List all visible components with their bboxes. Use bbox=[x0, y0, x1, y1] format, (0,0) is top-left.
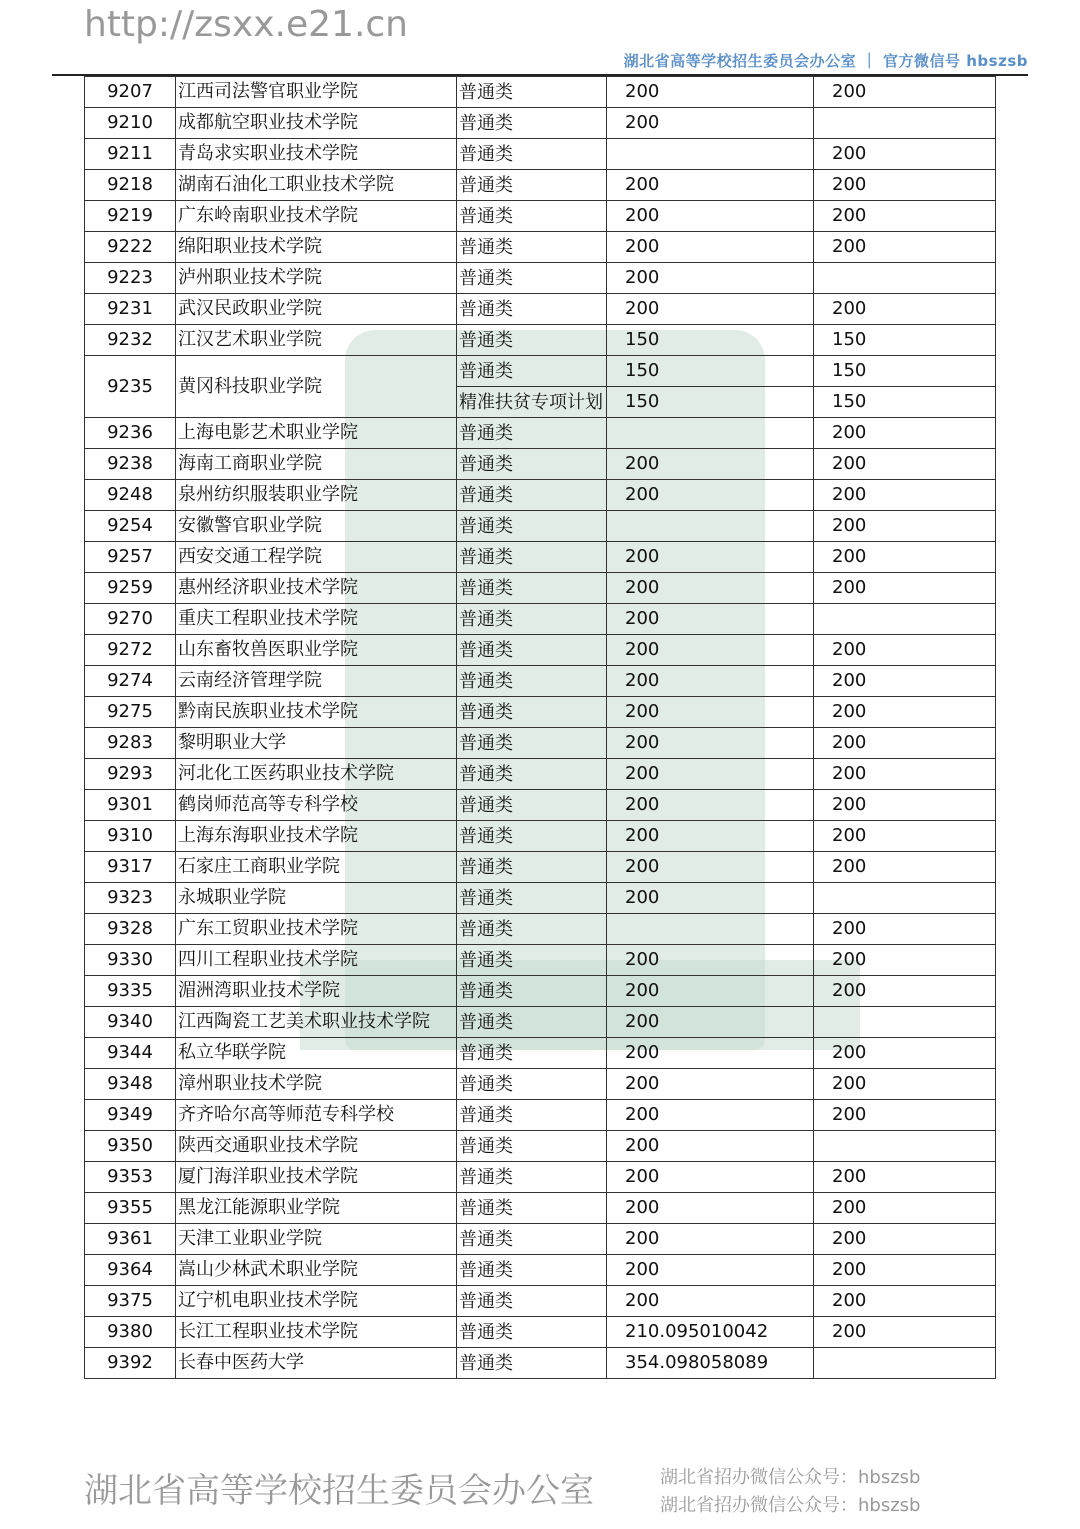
table-row bbox=[85, 356, 996, 387]
table-row bbox=[85, 852, 996, 883]
school-name: 西安交通工程学院 bbox=[176, 542, 457, 573]
score-b: 200 bbox=[814, 77, 996, 108]
score-b: 200 bbox=[814, 511, 996, 542]
score-a: 200 bbox=[607, 1038, 814, 1069]
table-row bbox=[85, 1193, 996, 1224]
school-code: 9392 bbox=[85, 1348, 176, 1379]
score-b: 200 bbox=[814, 1069, 996, 1100]
plan-type: 普通类 bbox=[457, 232, 607, 263]
score-a: 354.098058089 bbox=[607, 1348, 814, 1379]
school-code: 9218 bbox=[85, 170, 176, 201]
score-b: 200 bbox=[814, 139, 996, 170]
school-code: 9257 bbox=[85, 542, 176, 573]
plan-type: 普通类 bbox=[457, 77, 607, 108]
score-a bbox=[607, 418, 814, 449]
score-b: 200 bbox=[814, 1038, 996, 1069]
score-a: 200 bbox=[607, 170, 814, 201]
score-b: 200 bbox=[814, 728, 996, 759]
table-row bbox=[85, 480, 996, 511]
score-a: 200 bbox=[607, 294, 814, 325]
admission-table bbox=[84, 76, 996, 1379]
score-b: 200 bbox=[814, 914, 996, 945]
school-code: 9232 bbox=[85, 325, 176, 356]
plan-type: 普通类 bbox=[457, 170, 607, 201]
school-code: 9238 bbox=[85, 449, 176, 480]
school-name: 广东工贸职业技术学院 bbox=[176, 914, 457, 945]
school-code: 9235 bbox=[85, 356, 176, 418]
score-b: 200 bbox=[814, 1193, 996, 1224]
table-row bbox=[85, 883, 996, 914]
score-b: 200 bbox=[814, 170, 996, 201]
school-name: 泸州职业技术学院 bbox=[176, 263, 457, 294]
score-b: 200 bbox=[814, 1224, 996, 1255]
table-row bbox=[85, 759, 996, 790]
plan-type: 普通类 bbox=[457, 883, 607, 914]
score-b: 200 bbox=[814, 1255, 996, 1286]
school-code: 9236 bbox=[85, 418, 176, 449]
score-a: 200 bbox=[607, 1193, 814, 1224]
score-b: 200 bbox=[814, 635, 996, 666]
school-code: 9380 bbox=[85, 1317, 176, 1348]
school-code: 9248 bbox=[85, 480, 176, 511]
table-row bbox=[85, 232, 996, 263]
plan-type: 普通类 bbox=[457, 449, 607, 480]
school-code: 9270 bbox=[85, 604, 176, 635]
table-row bbox=[85, 1038, 996, 1069]
school-code: 9293 bbox=[85, 759, 176, 790]
school-name: 江西陶瓷工艺美术职业技术学院 bbox=[176, 1007, 457, 1038]
score-a: 200 bbox=[607, 573, 814, 604]
school-name: 海南工商职业学院 bbox=[176, 449, 457, 480]
score-a: 200 bbox=[607, 1255, 814, 1286]
plan-type: 普通类 bbox=[457, 666, 607, 697]
school-code: 9355 bbox=[85, 1193, 176, 1224]
school-code: 9364 bbox=[85, 1255, 176, 1286]
school-name: 鹤岗师范高等专科学校 bbox=[176, 790, 457, 821]
school-name: 辽宁机电职业技术学院 bbox=[176, 1286, 457, 1317]
school-code: 9219 bbox=[85, 201, 176, 232]
school-name: 黔南民族职业技术学院 bbox=[176, 697, 457, 728]
score-b: 200 bbox=[814, 418, 996, 449]
score-a: 200 bbox=[607, 635, 814, 666]
watermark-text: 湖北省高等学校招生委员会办公室 bbox=[84, 1471, 594, 1511]
score-a: 200 bbox=[607, 1100, 814, 1131]
score-b: 200 bbox=[814, 790, 996, 821]
plan-type: 普通类 bbox=[457, 1162, 607, 1193]
table-row bbox=[85, 170, 996, 201]
score-a: 200 bbox=[607, 263, 814, 294]
table-row bbox=[85, 697, 996, 728]
table-row bbox=[85, 1224, 996, 1255]
plan-type: 普通类 bbox=[457, 1038, 607, 1069]
table-row bbox=[85, 1286, 996, 1317]
school-code: 9272 bbox=[85, 635, 176, 666]
score-a bbox=[607, 511, 814, 542]
school-code: 9344 bbox=[85, 1038, 176, 1069]
score-b: 200 bbox=[814, 573, 996, 604]
score-b bbox=[814, 883, 996, 914]
school-name: 成都航空职业技术学院 bbox=[176, 108, 457, 139]
score-a: 200 bbox=[607, 1069, 814, 1100]
school-name: 齐齐哈尔高等师范专科学校 bbox=[176, 1100, 457, 1131]
score-a: 150 bbox=[607, 325, 814, 356]
score-a: 200 bbox=[607, 232, 814, 263]
plan-type: 普通类 bbox=[457, 1224, 607, 1255]
table-row bbox=[85, 1131, 996, 1162]
plan-type: 普通类 bbox=[457, 139, 607, 170]
school-name: 四川工程职业技术学院 bbox=[176, 945, 457, 976]
score-a: 200 bbox=[607, 883, 814, 914]
score-a: 200 bbox=[607, 728, 814, 759]
school-name: 厦门海洋职业技术学院 bbox=[176, 1162, 457, 1193]
plan-type: 普通类 bbox=[457, 1255, 607, 1286]
table-row bbox=[85, 1317, 996, 1348]
table-row bbox=[85, 1348, 996, 1379]
score-a bbox=[607, 139, 814, 170]
school-code: 9335 bbox=[85, 976, 176, 1007]
score-b: 150 bbox=[814, 325, 996, 356]
plan-type: 普通类 bbox=[457, 325, 607, 356]
school-name: 天津工业职业学院 bbox=[176, 1224, 457, 1255]
plan-type: 普通类 bbox=[457, 573, 607, 604]
score-b: 150 bbox=[814, 356, 996, 387]
plan-type: 普通类 bbox=[457, 728, 607, 759]
score-b: 200 bbox=[814, 976, 996, 1007]
plan-type: 普通类 bbox=[457, 1317, 607, 1348]
school-name: 长春中医药大学 bbox=[176, 1348, 457, 1379]
table-row bbox=[85, 604, 996, 635]
score-a: 200 bbox=[607, 666, 814, 697]
score-b: 200 bbox=[814, 542, 996, 573]
school-name: 山东畜牧兽医职业学院 bbox=[176, 635, 457, 666]
school-name: 永城职业学院 bbox=[176, 883, 457, 914]
score-a: 200 bbox=[607, 790, 814, 821]
school-code: 9223 bbox=[85, 263, 176, 294]
school-code: 9210 bbox=[85, 108, 176, 139]
school-name: 湄洲湾职业技术学院 bbox=[176, 976, 457, 1007]
school-code: 9310 bbox=[85, 821, 176, 852]
score-a: 200 bbox=[607, 108, 814, 139]
table-row bbox=[85, 666, 996, 697]
score-b: 200 bbox=[814, 480, 996, 511]
score-a: 200 bbox=[607, 1007, 814, 1038]
score-b: 200 bbox=[814, 449, 996, 480]
plan-type: 普通类 bbox=[457, 1348, 607, 1379]
plan-type: 普通类 bbox=[457, 697, 607, 728]
school-name: 漳州职业技术学院 bbox=[176, 1069, 457, 1100]
score-a: 200 bbox=[607, 976, 814, 1007]
score-a: 200 bbox=[607, 852, 814, 883]
school-code: 9259 bbox=[85, 573, 176, 604]
table-row bbox=[85, 1069, 996, 1100]
plan-type: 普通类 bbox=[457, 263, 607, 294]
school-code: 9222 bbox=[85, 232, 176, 263]
school-code: 9328 bbox=[85, 914, 176, 945]
table-row bbox=[85, 418, 996, 449]
watermark-text: 湖北省招办微信公众号：hbszsb bbox=[660, 1467, 921, 1488]
plan-type: 普通类 bbox=[457, 1193, 607, 1224]
score-b: 200 bbox=[814, 1162, 996, 1193]
score-a: 200 bbox=[607, 449, 814, 480]
plan-type: 普通类 bbox=[457, 511, 607, 542]
score-b: 200 bbox=[814, 1100, 996, 1131]
school-code: 9340 bbox=[85, 1007, 176, 1038]
school-code: 9323 bbox=[85, 883, 176, 914]
school-name: 云南经济管理学院 bbox=[176, 666, 457, 697]
plan-type: 普通类 bbox=[457, 108, 607, 139]
score-b: 150 bbox=[814, 387, 996, 418]
score-a: 200 bbox=[607, 480, 814, 511]
plan-type: 普通类 bbox=[457, 635, 607, 666]
table-row bbox=[85, 511, 996, 542]
table-row bbox=[85, 821, 996, 852]
school-name: 安徽警官职业学院 bbox=[176, 511, 457, 542]
table-row bbox=[85, 914, 996, 945]
score-b: 200 bbox=[814, 759, 996, 790]
school-code: 9301 bbox=[85, 790, 176, 821]
table-row bbox=[85, 1255, 996, 1286]
school-name: 江汉艺术职业学院 bbox=[176, 325, 457, 356]
watermark-text: http://zsxx.e21.cn bbox=[84, 4, 408, 45]
school-name: 广东岭南职业技术学院 bbox=[176, 201, 457, 232]
table-row bbox=[85, 635, 996, 666]
score-a: 200 bbox=[607, 1131, 814, 1162]
school-code: 9211 bbox=[85, 139, 176, 170]
school-name: 泉州纺织服装职业学院 bbox=[176, 480, 457, 511]
school-code: 9350 bbox=[85, 1131, 176, 1162]
school-code: 9330 bbox=[85, 945, 176, 976]
plan-type: 普通类 bbox=[457, 480, 607, 511]
score-b: 200 bbox=[814, 232, 996, 263]
table-row bbox=[85, 263, 996, 294]
plan-type: 普通类 bbox=[457, 976, 607, 1007]
table-row bbox=[85, 77, 996, 108]
watermark-text: 湖北省招办微信公众号：hbszsb bbox=[660, 1495, 921, 1516]
table-row bbox=[85, 542, 996, 573]
plan-type: 普通类 bbox=[457, 821, 607, 852]
school-name: 江西司法警官职业学院 bbox=[176, 77, 457, 108]
table-row bbox=[85, 449, 996, 480]
school-name: 上海电影艺术职业学院 bbox=[176, 418, 457, 449]
school-code: 9361 bbox=[85, 1224, 176, 1255]
score-b: 200 bbox=[814, 945, 996, 976]
score-b: 200 bbox=[814, 294, 996, 325]
score-a: 200 bbox=[607, 821, 814, 852]
school-name: 私立华联学院 bbox=[176, 1038, 457, 1069]
plan-type: 普通类 bbox=[457, 542, 607, 573]
score-a: 150 bbox=[607, 387, 814, 418]
school-code: 9349 bbox=[85, 1100, 176, 1131]
plan-type: 普通类 bbox=[457, 790, 607, 821]
school-name: 河北化工医药职业技术学院 bbox=[176, 759, 457, 790]
plan-type: 普通类 bbox=[457, 604, 607, 635]
score-a: 200 bbox=[607, 1286, 814, 1317]
score-b bbox=[814, 604, 996, 635]
plan-type: 普通类 bbox=[457, 1007, 607, 1038]
score-b: 200 bbox=[814, 1317, 996, 1348]
score-b bbox=[814, 1348, 996, 1379]
plan-type: 普通类 bbox=[457, 294, 607, 325]
score-a bbox=[607, 914, 814, 945]
table-row bbox=[85, 1007, 996, 1038]
score-b bbox=[814, 263, 996, 294]
table-row bbox=[85, 790, 996, 821]
school-name: 嵩山少林武术职业学院 bbox=[176, 1255, 457, 1286]
score-a: 200 bbox=[607, 1162, 814, 1193]
table-row bbox=[85, 108, 996, 139]
school-name: 石家庄工商职业学院 bbox=[176, 852, 457, 883]
school-name: 武汉民政职业学院 bbox=[176, 294, 457, 325]
school-name: 惠州经济职业技术学院 bbox=[176, 573, 457, 604]
score-b: 200 bbox=[814, 666, 996, 697]
school-name: 陕西交通职业技术学院 bbox=[176, 1131, 457, 1162]
score-b: 200 bbox=[814, 1286, 996, 1317]
school-name: 绵阳职业技术学院 bbox=[176, 232, 457, 263]
school-name: 青岛求实职业技术学院 bbox=[176, 139, 457, 170]
score-a: 200 bbox=[607, 201, 814, 232]
school-name: 黎明职业大学 bbox=[176, 728, 457, 759]
school-code: 9348 bbox=[85, 1069, 176, 1100]
school-code: 9375 bbox=[85, 1286, 176, 1317]
score-a: 200 bbox=[607, 604, 814, 635]
school-name: 黑龙江能源职业学院 bbox=[176, 1193, 457, 1224]
school-name: 湖南石油化工职业技术学院 bbox=[176, 170, 457, 201]
score-b: 200 bbox=[814, 852, 996, 883]
plan-type: 精准扶贫专项计划 bbox=[457, 387, 607, 418]
school-code: 9283 bbox=[85, 728, 176, 759]
plan-type: 普通类 bbox=[457, 201, 607, 232]
score-b bbox=[814, 108, 996, 139]
plan-type: 普通类 bbox=[457, 945, 607, 976]
score-a: 200 bbox=[607, 542, 814, 573]
score-a: 200 bbox=[607, 697, 814, 728]
school-code: 9274 bbox=[85, 666, 176, 697]
score-a: 200 bbox=[607, 77, 814, 108]
table-row bbox=[85, 1100, 996, 1131]
plan-type: 普通类 bbox=[457, 852, 607, 883]
table-row bbox=[85, 294, 996, 325]
table-row bbox=[85, 728, 996, 759]
table-row bbox=[85, 976, 996, 1007]
plan-type: 普通类 bbox=[457, 1131, 607, 1162]
page-header: 湖北省高等学校招生委员会办公室 ｜ 官方微信号 hbszsb bbox=[623, 52, 1028, 70]
school-code: 9231 bbox=[85, 294, 176, 325]
table-row bbox=[85, 1162, 996, 1193]
school-code: 9275 bbox=[85, 697, 176, 728]
score-a: 210.095010042 bbox=[607, 1317, 814, 1348]
school-code: 9207 bbox=[85, 77, 176, 108]
score-b bbox=[814, 1131, 996, 1162]
school-code: 9317 bbox=[85, 852, 176, 883]
score-b: 200 bbox=[814, 821, 996, 852]
school-code: 9254 bbox=[85, 511, 176, 542]
score-a: 200 bbox=[607, 945, 814, 976]
plan-type: 普通类 bbox=[457, 1069, 607, 1100]
school-code: 9353 bbox=[85, 1162, 176, 1193]
score-a: 200 bbox=[607, 1224, 814, 1255]
table-row bbox=[85, 325, 996, 356]
table-row bbox=[85, 573, 996, 604]
score-a: 150 bbox=[607, 356, 814, 387]
table-row bbox=[85, 139, 996, 170]
score-b: 200 bbox=[814, 697, 996, 728]
plan-type: 普通类 bbox=[457, 356, 607, 387]
plan-type: 普通类 bbox=[457, 1100, 607, 1131]
plan-type: 普通类 bbox=[457, 1286, 607, 1317]
plan-type: 普通类 bbox=[457, 759, 607, 790]
school-name: 重庆工程职业技术学院 bbox=[176, 604, 457, 635]
score-a: 200 bbox=[607, 759, 814, 790]
school-name: 长江工程职业技术学院 bbox=[176, 1317, 457, 1348]
score-b bbox=[814, 1007, 996, 1038]
score-b: 200 bbox=[814, 201, 996, 232]
table-row bbox=[85, 201, 996, 232]
school-name: 上海东海职业技术学院 bbox=[176, 821, 457, 852]
table-row bbox=[85, 945, 996, 976]
plan-type: 普通类 bbox=[457, 418, 607, 449]
school-name: 黄冈科技职业学院 bbox=[176, 356, 457, 418]
plan-type: 普通类 bbox=[457, 914, 607, 945]
